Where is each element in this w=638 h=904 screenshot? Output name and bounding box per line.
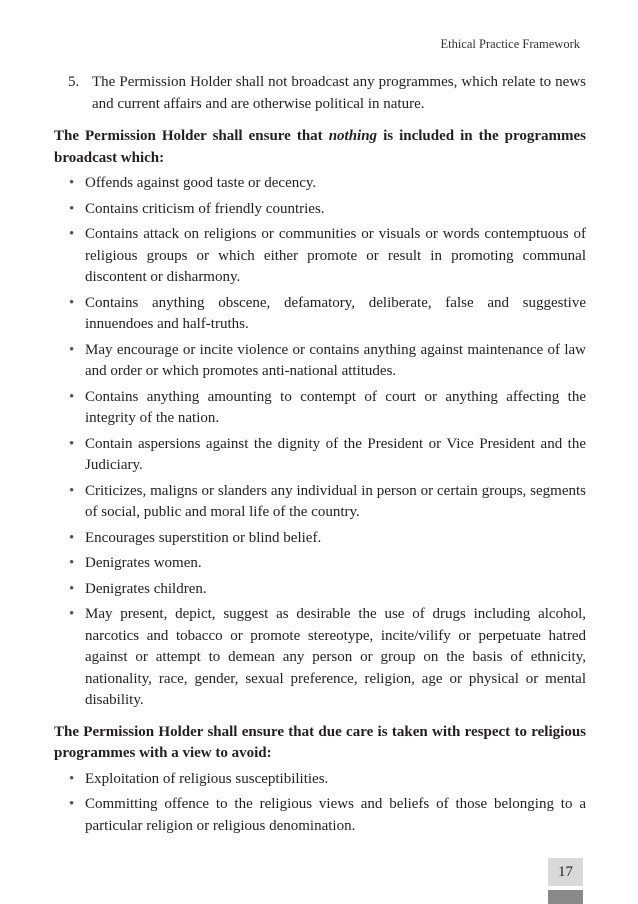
item-text: The Permission Holder shall not broadcast any programmes, which relate to news and current affairs and are otherwise political in nature. (92, 74, 586, 112)
bullet-icon: • (69, 606, 75, 622)
bullet-icon: • (69, 175, 75, 191)
bullet-icon: • (69, 555, 75, 571)
section-heading-content-restrictions (54, 126, 586, 169)
list-item-text: Contains attack on religions or communities or visuals or words contemptuous of religious groups or which either promote or result in promoting communal discontent or disharmony. (85, 226, 586, 285)
list-item-text: Committing offence to the religious views and beliefs of those belonging to a particular religion or religious denomination. (85, 796, 586, 834)
list-item-text: Contains criticism of friendly countries. (85, 200, 325, 217)
list-item (54, 481, 586, 524)
bullet-icon: • (69, 200, 75, 217)
bullet-icon: • (69, 580, 75, 597)
heading-emphasis: nothing (328, 128, 378, 144)
numbered-item-5 (68, 72, 586, 115)
list-item-text: Denigrates women. (85, 555, 202, 571)
bullet-icon: • (69, 294, 75, 311)
list-item (54, 528, 586, 550)
list-item-text: Contains anything amounting to contempt of court or anything affecting the integrity of the nation. (85, 388, 586, 426)
list-item-text: Denigrates children. (85, 580, 207, 597)
list-item (54, 794, 586, 837)
list-item (54, 434, 586, 477)
heading-part-1: The Permission Holder shall ensure that (54, 128, 329, 144)
list-item-text: Contain aspersions against the dignity of the President or Vice President and the Judiciary. (85, 435, 586, 473)
list-item-text: May encourage or incite violence or contains anything against maintenance of law and order or which promotes anti-national attitudes. (85, 341, 586, 379)
bullet-icon: • (69, 435, 75, 452)
page-number: 17 (548, 858, 583, 886)
item-number: 5. (68, 74, 80, 90)
section-heading-religious-programmes: The Permission Holder shall ensure that due care is taken with respect to religious programmes with a view to avoid: (54, 723, 586, 761)
bullet-icon: • (69, 226, 75, 242)
content-restrictions-list (54, 173, 586, 712)
religious-programmes-list (54, 769, 586, 838)
list-item-text: May present, depict, suggest as desirable the use of drugs including alcohol, narcotics and tobacco or promote stereotype, incite/vilify or perpetuate hatred against or attempt to demean any person or group on the basis of ethnicity, nationality, race, gender, sexual preference, religion, age or physical or mental disability. (85, 606, 586, 708)
list-item (54, 604, 586, 712)
bullet-icon: • (69, 529, 75, 546)
list-item (54, 173, 586, 195)
heading-part-2: is included in the programmes broadcast which: (54, 128, 587, 166)
bullet-icon: • (69, 796, 75, 812)
bullet-icon: • (69, 388, 75, 405)
list-item (54, 579, 586, 601)
list-item (54, 387, 586, 430)
list-item (54, 199, 586, 221)
page-content (54, 72, 586, 841)
list-item-text: Contains anything obscene, defamatory, deliberate, false and suggestive innuendoes and half-truths. (85, 294, 586, 332)
running-header: Ethical Practice Framework (440, 37, 580, 51)
bullet-icon: • (69, 482, 75, 499)
list-item (54, 340, 586, 383)
list-item-text: Exploitation of religious susceptibilities. (85, 770, 329, 787)
list-item-text: Encourages superstition or blind belief. (85, 529, 322, 546)
list-item (54, 224, 586, 289)
bullet-icon: • (69, 341, 75, 358)
list-item (54, 769, 586, 791)
list-item (54, 293, 586, 336)
list-item-text: Criticizes, maligns or slanders any individual in person or certain groups, segments of social, public and moral life of the country. (85, 482, 586, 520)
list-item (54, 553, 586, 575)
list-item-text: Offends against good taste or decency. (85, 175, 317, 191)
bullet-icon: • (69, 770, 75, 787)
page-tab-decoration (548, 890, 583, 904)
